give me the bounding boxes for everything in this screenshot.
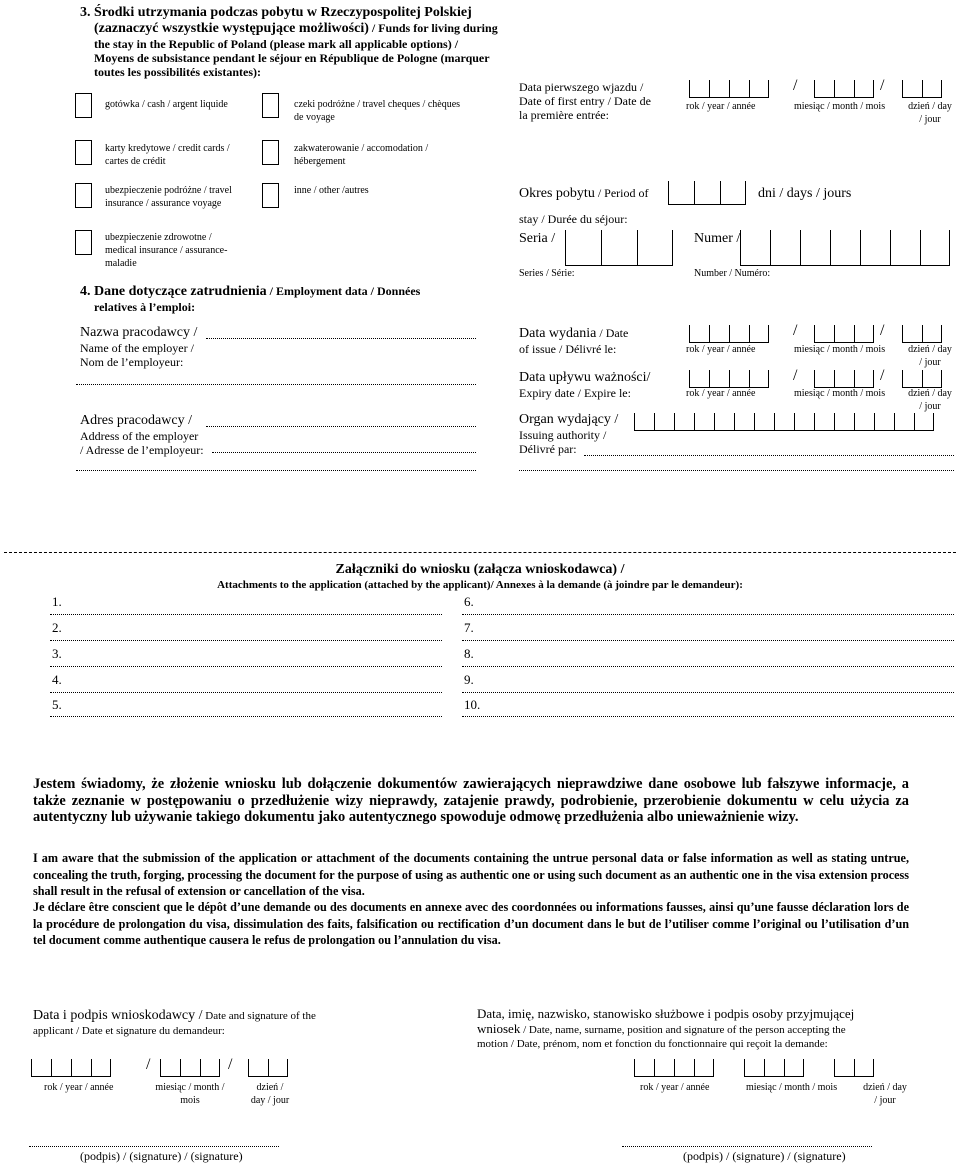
travel-insurance-checkbox[interactable] (75, 183, 92, 208)
issue-month-label: miesiąc / month / mois (794, 344, 886, 355)
cash-checkbox[interactable] (75, 93, 92, 118)
attachment-10-field[interactable] (462, 716, 954, 717)
attachment-1-field[interactable] (50, 614, 442, 615)
officer-signature-heading: Data, imię, nazwisko, stanowisko służbowe i podpis osoby przyjmującej wniosek / Date, name, surname, position and signature of the person accepting the motion / Date, prénom, nom et fonction du fonctionnaire qui reçoit la demande: (477, 1006, 855, 1050)
officer-month-cells[interactable] (744, 1059, 804, 1077)
first-entry-month-label: miesiąc / month / mois (794, 101, 886, 112)
travel-cheques-checkbox[interactable] (262, 93, 279, 118)
expiry-day-label: dzień / day / jour (908, 388, 952, 412)
number-label-2: Number / Numéro: (694, 268, 771, 279)
attachment-9: 9. (464, 672, 474, 687)
attachment-4: 4. (52, 672, 62, 687)
employer-address-field-3[interactable] (76, 470, 476, 471)
declaration-pl: Jestem świadomy, że złożenie wniosku lub dołączenie dokumentów zawierających nieprawdziwe dane osobowe lub fałszywe informacje, a także zeznanie w postępowaniu o przedłużenie wizy nieprawdy, zatajenie prawdy, podrobienie, przerobienie dokumentu w celu użycia za autentyczny lub używanie takiego dokumentu jako autentycznego spowoduje odmowę przedłużenia albo unieważnienie wizy. (33, 776, 909, 825)
attachment-8-field[interactable] (462, 666, 954, 667)
accommodation-label: zakwaterowanie / accomodation / hébergement (294, 143, 429, 167)
medical-insurance-label: ubezpieczenie zdrowotne / medical insurance / assurance- maladie (105, 232, 228, 269)
applicant-day-label: dzień / day / jour (250, 1082, 290, 1106)
attachment-2-field[interactable] (50, 640, 442, 641)
other-label: inne / other /autres (294, 185, 369, 196)
series-label: Seria / (519, 231, 556, 246)
issue-month-cells[interactable] (814, 325, 874, 343)
first-entry-day-cells[interactable] (902, 80, 942, 98)
first-entry-label: Data pierwszego wjazdu / Date of first entry / Date de la première entrée: (519, 80, 651, 122)
issuing-authority-cells[interactable] (634, 413, 934, 431)
attachment-7-field[interactable] (462, 640, 954, 641)
date-separator: / (793, 367, 798, 384)
issuing-authority-field-3[interactable] (519, 470, 954, 471)
travel-insurance-label: ubezpieczenie podróżne / travel insurance / assurance voyage (105, 185, 232, 209)
applicant-year-cells[interactable] (31, 1059, 111, 1077)
officer-signature-line[interactable] (622, 1146, 872, 1147)
number-cells[interactable] (740, 230, 950, 266)
issue-day-label: dzień / day / jour (908, 344, 952, 368)
first-entry-day-label: dzień / day / jour (908, 101, 952, 125)
employer-name-field-2[interactable] (76, 384, 476, 385)
attachments-title: Załączniki do wniosku (załącza wnioskodawca) / (335, 562, 625, 577)
officer-year-cells[interactable] (634, 1059, 714, 1077)
other-checkbox[interactable] (262, 183, 279, 208)
attachment-6-field[interactable] (462, 614, 954, 615)
attachment-6: 6. (464, 594, 474, 609)
attachment-7: 7. (464, 620, 474, 635)
days-label: dni / days / jours (758, 186, 852, 201)
expiry-month-cells[interactable] (814, 370, 874, 388)
series-cells[interactable] (565, 230, 673, 266)
attachment-10: 10. (464, 697, 481, 712)
medical-insurance-checkbox[interactable] (75, 230, 92, 255)
date-separator: / (880, 77, 885, 94)
first-entry-year-label: rok / year / année (686, 101, 756, 112)
expiry-day-cells[interactable] (902, 370, 942, 388)
attachment-5: 5. (52, 697, 62, 712)
applicant-signature-heading: Data i podpis wnioskodawcy / Date and signature of the applicant / Date et signature du demandeur: (33, 1008, 316, 1037)
applicant-day-cells[interactable] (248, 1059, 288, 1077)
employer-name-label: Nazwa pracodawcy / Name of the employer / Nom de l’employeur: (80, 325, 198, 369)
issuing-authority-field-2[interactable] (584, 455, 954, 456)
date-of-issue-label: Data wydania / Date of issue / Délivré le: (519, 326, 629, 356)
period-of-stay-label: Okres pobytu / Period of stay / Durée du séjour: (519, 186, 649, 226)
issue-year-cells[interactable] (689, 325, 769, 343)
date-separator: / (146, 1056, 151, 1073)
issue-year-label: rok / year / année (686, 344, 756, 355)
declaration-fr: Je déclare être conscient que le dépôt d’une demande ou des documents en annexe avec des coordonnées ou informations fausses, ainsi qu’une fausse déclaration lors de la procédure de prolongation du visa, dissimulation des faits, falsification ou rectification d’un document dans le but de l’utiliser comme l’original ou l’utilisation d’un tel document comme authentique causera le refus de prolongation ou l’annulation du visa. (33, 900, 909, 947)
period-of-stay-cells[interactable] (668, 181, 746, 205)
travel-cheques-label: czeki podróżne / travel cheques / chèques de voyage (294, 99, 461, 123)
expiry-month-label: miesiąc / month / mois (794, 388, 886, 399)
credit-cards-checkbox[interactable] (75, 140, 92, 165)
section3-title: 3. Środki utrzymania podczas pobytu w Rzeczypospolitej Polskiej (zaznaczyć wszystkie występujące możliwości) / Funds for living during the stay in the Republic of Poland (please mark all applicable options) / Moyens de subsistance pendant le séjour en République de Pologne (marquer toutes les possibilités existantes): (80, 5, 498, 79)
applicant-year-label: rok / year / année (44, 1082, 114, 1093)
issue-day-cells[interactable] (902, 325, 942, 343)
applicant-month-label: miesiąc / month / mois (155, 1082, 225, 1106)
officer-year-label: rok / year / année (640, 1082, 710, 1093)
cut-line (4, 552, 956, 553)
attachment-5-field[interactable] (50, 716, 442, 717)
accommodation-checkbox[interactable] (262, 140, 279, 165)
applicant-month-cells[interactable] (160, 1059, 220, 1077)
date-separator: / (793, 322, 798, 339)
series-label-2: Series / Série: (519, 268, 575, 279)
date-separator: / (880, 367, 885, 384)
expiry-year-cells[interactable] (689, 370, 769, 388)
officer-month-label: miesiąc / month / mois (746, 1082, 838, 1093)
cash-label: gotówka / cash / argent liquide (105, 99, 228, 110)
applicant-signature-line[interactable] (29, 1146, 279, 1147)
officer-signature-caption: (podpis) / (signature) / (signature) (683, 1149, 846, 1163)
date-separator: / (880, 322, 885, 339)
attachment-3-field[interactable] (50, 666, 442, 667)
attachment-9-field[interactable] (462, 692, 954, 693)
expiry-year-label: rok / year / année (686, 388, 756, 399)
employer-address-field[interactable] (206, 426, 476, 427)
date-separator: / (228, 1056, 233, 1073)
declaration-en: I am aware that the submission of the application or attachment of the documents containing the untrue personal data or false information as well as stating untrue, concealing the truth, forging, processing the document for the purpose of using as authentic one or using such document as an authentic one in the visa extension process shall result in the refusal of extension or cancellation of the visa. (33, 851, 909, 898)
attachment-3: 3. (52, 646, 62, 661)
first-entry-month-cells[interactable] (814, 80, 874, 98)
employer-address-field-2[interactable] (212, 452, 476, 453)
attachment-1: 1. (52, 594, 62, 609)
section4-title: 4. Dane dotyczące zatrudnienia / Employment data / Données relatives à l’emploi: (80, 284, 421, 314)
officer-day-label: dzień / day / jour (863, 1082, 907, 1106)
attachments-subtitle: Attachments to the application (attached by the applicant)/ Annexes à la demande (à joindre par le demandeur): (217, 579, 743, 591)
expiry-date-label: Data upływu ważności/ Expiry date / Expire le: (519, 370, 651, 400)
attachment-8: 8. (464, 646, 474, 661)
officer-day-cells[interactable] (834, 1059, 874, 1077)
credit-cards-label: karty kredytowe / credit cards / cartes de crédit (105, 143, 230, 167)
issuing-authority-label: Organ wydający / Issuing authority / Délivré par: (519, 412, 619, 456)
attachment-4-field[interactable] (50, 692, 442, 693)
applicant-signature-caption: (podpis) / (signature) / (signature) (80, 1149, 243, 1163)
number-label: Numer / (694, 231, 741, 246)
employer-name-field[interactable] (206, 338, 476, 339)
date-separator: / (793, 77, 798, 94)
first-entry-year-cells[interactable] (689, 80, 769, 98)
attachment-2: 2. (52, 620, 62, 635)
employer-address-label: Adres pracodawcy / Address of the employer / Adresse de l’employeur: (80, 413, 204, 457)
